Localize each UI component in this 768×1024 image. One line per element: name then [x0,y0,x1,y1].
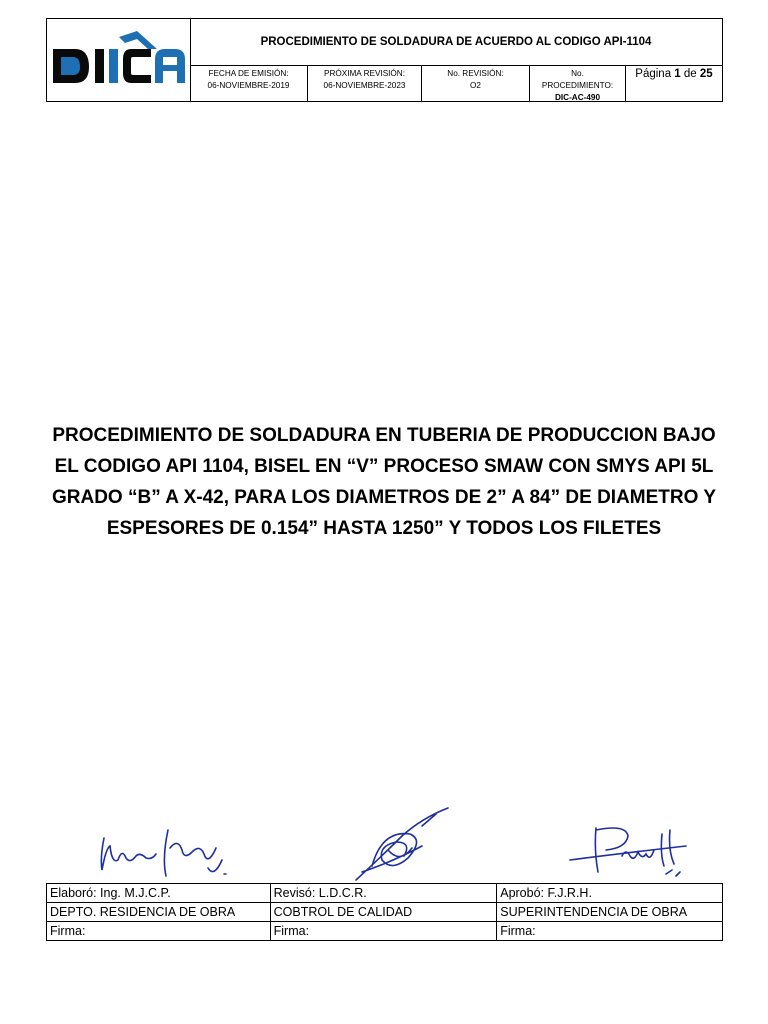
pagina-total: 25 [699,68,713,80]
elaboro-cell: Elaboró: Ing. M.J.C.P. [47,884,271,903]
table-row [47,884,723,903]
signature-elaboro [96,818,236,888]
document-title: PROCEDIMIENTO DE SOLDADURA DE ACUERDO AL CODIGO API-1104 [190,19,722,66]
procedure-title-line-3: GRADO “B” A X-42, PARA LOS DIAMETROS DE 2” A 84” DE DIAMETRO Y [51,487,717,508]
no-revision-value: O2 [470,81,481,90]
depto-residencia-cell: DEPTO. RESIDENCIA DE OBRA [47,903,271,922]
depto-superintendencia-cell: SUPERINTENDENCIA DE OBRA [497,903,723,922]
no-revision-cell [422,65,530,101]
pagina-label: Página [635,68,672,80]
firma-cell-2: Firma: [270,922,497,941]
no-revision-label: No. REVISIÓN: [447,69,504,78]
header-meta-row [190,65,722,101]
no-procedimiento-cell [530,65,626,101]
fecha-emision-cell [190,65,308,101]
table-row [47,922,723,941]
no-procedimiento-label-2: PROCEDIMIENTO: [541,81,614,90]
proxima-revision-cell [308,65,422,101]
procedure-title-line-4: ESPESORES DE 0.154” HASTA 1250” Y TODOS LOS FILETES [106,518,662,539]
fecha-emision-label: FECHA DE EMISIÓN: [208,69,289,78]
proxima-revision-value: 06-NOVIEMBRE-2023 [323,81,406,90]
procedure-title-line-1: PROCEDIMIENTO DE SOLDADURA EN TUBERIA DE PRODUCCION BAJO [52,425,716,446]
no-procedimiento-label-1: No. [571,69,584,78]
no-procedimiento-value: DIC-AC-490 [554,93,601,102]
pagina-de: de [683,68,697,80]
pagina-indicator [626,68,722,80]
fecha-emision-value: 06-NOVIEMBRE-2019 [207,81,290,90]
approval-table [46,883,723,941]
pagina-cell [626,65,722,101]
logo-cell [47,19,191,101]
firma-cell-1: Firma: [47,922,271,941]
signature-aprobo [566,820,696,886]
procedure-title [40,420,728,544]
firma-cell-3: Firma: [497,922,723,941]
table-row [47,903,723,922]
procedure-title-line-2: EL CODIGO API 1104, BISEL EN “V” PROCESO SMAW CON SMYS API 5L [54,456,714,477]
company-logo [47,19,190,101]
document-header [46,18,723,102]
signature-reviso [352,806,456,886]
pagina-current: 1 [674,68,681,80]
aprobo-cell: Aprobó: F.J.R.H. [497,884,723,903]
proxima-revision-label: PRÓXIMA REVISIÓN: [324,69,405,78]
depto-calidad-cell: COBTROL DE CALIDAD [270,903,497,922]
reviso-cell: Revisó: L.D.C.R. [270,884,497,903]
